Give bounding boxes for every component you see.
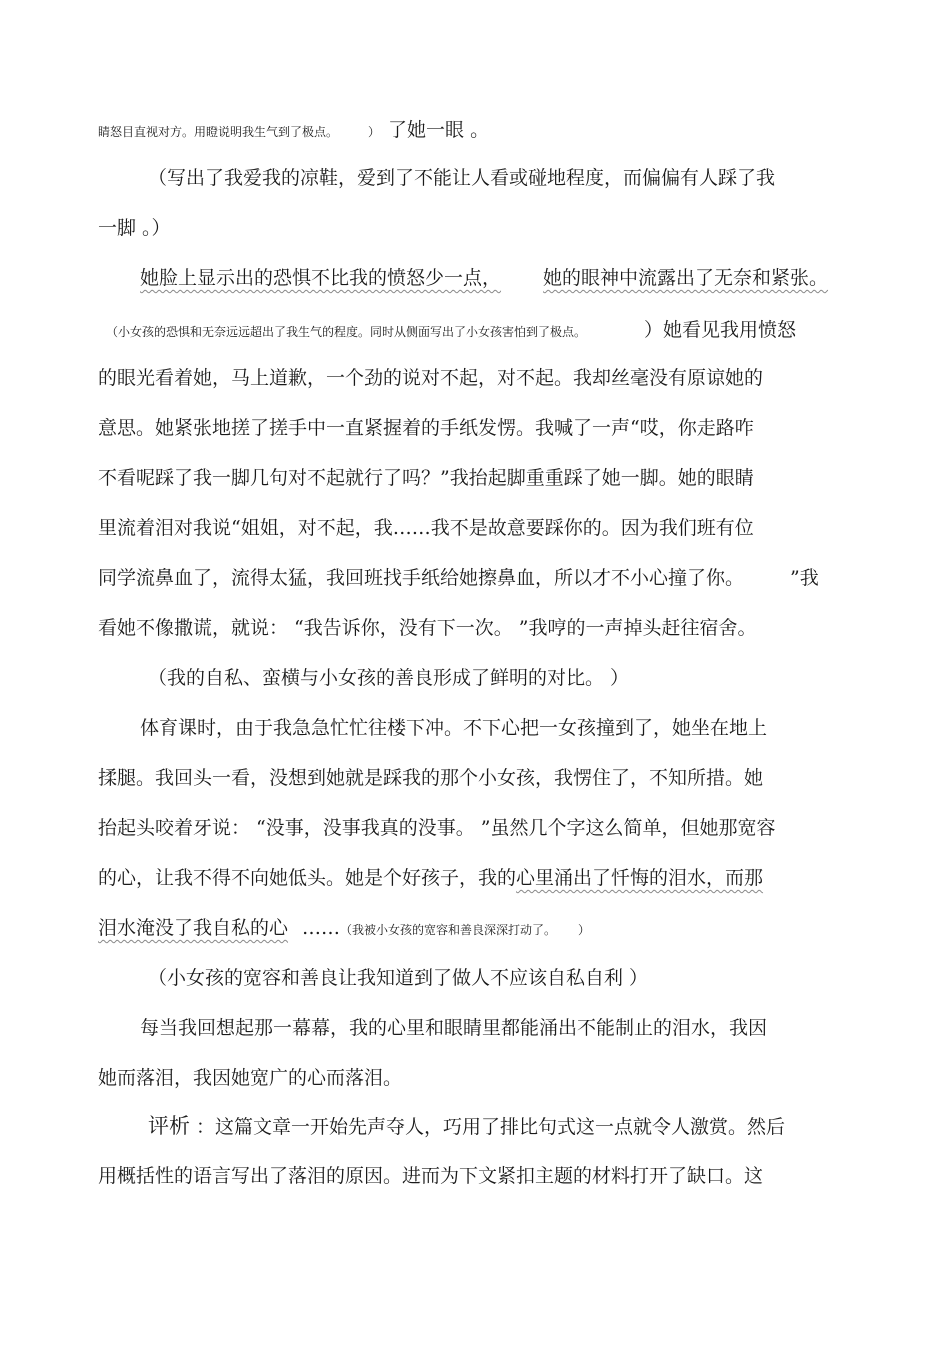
line-2: （写出了我爱我的凉鞋，爱到了不能让人看或碰地程度，而偏偏有人踩了我 bbox=[148, 167, 776, 189]
line-6: 的眼光看着她，马上道歉，一个劲的说对不起，对不起。我却丝毫没有原谅她的 bbox=[98, 367, 764, 389]
highlighted-sentence: 她脸上显示出的恐惧不比我的愤怒少一点， bbox=[140, 267, 502, 289]
line-9: 里流着泪对我说“姐姐，对不起，我……我不是故意要踩你的。因为我们班有位 bbox=[98, 517, 754, 539]
body-text: ”我 bbox=[790, 567, 819, 589]
line-17 bbox=[98, 916, 590, 940]
body-text: 的心，让我不得不向她低头。她是个好孩子，我的 bbox=[98, 867, 517, 889]
highlighted-sentence: 泪水淹没了我自私的心 bbox=[98, 917, 289, 939]
line-1 bbox=[98, 118, 489, 142]
annotation-close: ） bbox=[578, 923, 591, 937]
annotation-note: （小女孩的恐惧和无奈远远超出了我生气的程度。同时从侧面写出了小女孩害怕到了极点。 bbox=[106, 325, 587, 339]
body-text: ：这篇文章一开始先声夺人，巧用了排比句式这一点就令人激赏。然后 bbox=[196, 1116, 786, 1138]
line-16 bbox=[98, 866, 835, 890]
body-text: 同学流鼻血了，流得太猛，我回班找手纸给她擦鼻血，所以才不小心撞了你。 bbox=[98, 567, 745, 589]
line-15: 抬起头咬着牙说： “没事，没事我真的没事。 ”虽然几个字这么简单，但她那宽容 bbox=[98, 817, 776, 839]
line-19: 每当我回想起那一幕幕，我的心里和眼睛里都能涌出不能制止的泪水，我因 bbox=[140, 1017, 768, 1039]
line-18: （小女孩的宽容和善良让我知道到了做人不应该自私自利 ） bbox=[148, 967, 649, 989]
annotation-note: （我被小女孩的宽容和善良深深打动了。 bbox=[340, 923, 557, 937]
body-text: …… bbox=[302, 917, 341, 939]
annotation-close: ） bbox=[368, 125, 381, 139]
commentary-label: 评析 bbox=[148, 1114, 190, 1138]
line-20: 她而落泪，我因她宽广的心而落泪。 bbox=[98, 1067, 403, 1089]
body-text: 了她一眼 。 bbox=[388, 119, 490, 141]
line-21 bbox=[148, 1114, 785, 1139]
line-12: （我的自私、蛮横与小女孩的善良形成了鲜明的对比。 ） bbox=[148, 667, 630, 689]
line-10 bbox=[98, 566, 819, 590]
body-text: ）她看见我用愤怒 bbox=[644, 319, 797, 341]
line-5 bbox=[106, 318, 796, 342]
line-14: 揉腿。我回头一看，没想到她就是踩我的那个小女孩，我愣住了，不知所措。她 bbox=[98, 767, 764, 789]
line-22: 用概括性的语言写出了落泪的原因。进而为下文紧扣主题的材料打开了缺口。这 bbox=[98, 1165, 764, 1187]
line-11: 看她不像撒谎，就说： “我告诉你，没有下一次。 ”我哼的一声掉头赶往宿舍。 bbox=[98, 617, 757, 639]
line-3: 一脚 。） bbox=[98, 217, 171, 239]
highlighted-sentence: 心里涌出了忏悔的泪水，而那 bbox=[516, 867, 764, 889]
annotation-note: 睛怒目直视对方。用瞪说明我生气到了极点。 bbox=[98, 125, 339, 139]
line-7: 意思。她紧张地搓了搓手中一直紧握着的手纸发愣。我喊了一声“哎，你走路咋 bbox=[98, 417, 754, 439]
line-13: 体育课时，由于我急急忙忙往楼下冲。不下心把一女孩撞到了，她坐在地上 bbox=[140, 717, 768, 739]
line-8: 不看呢踩了我一脚几句对不起就行了吗？”我抬起脚重重踩了她一脚。她的眼睛 bbox=[98, 467, 754, 489]
highlighted-sentence: 她的眼神中流露出了无奈和紧张。 bbox=[543, 267, 829, 289]
line-4 bbox=[140, 266, 828, 290]
